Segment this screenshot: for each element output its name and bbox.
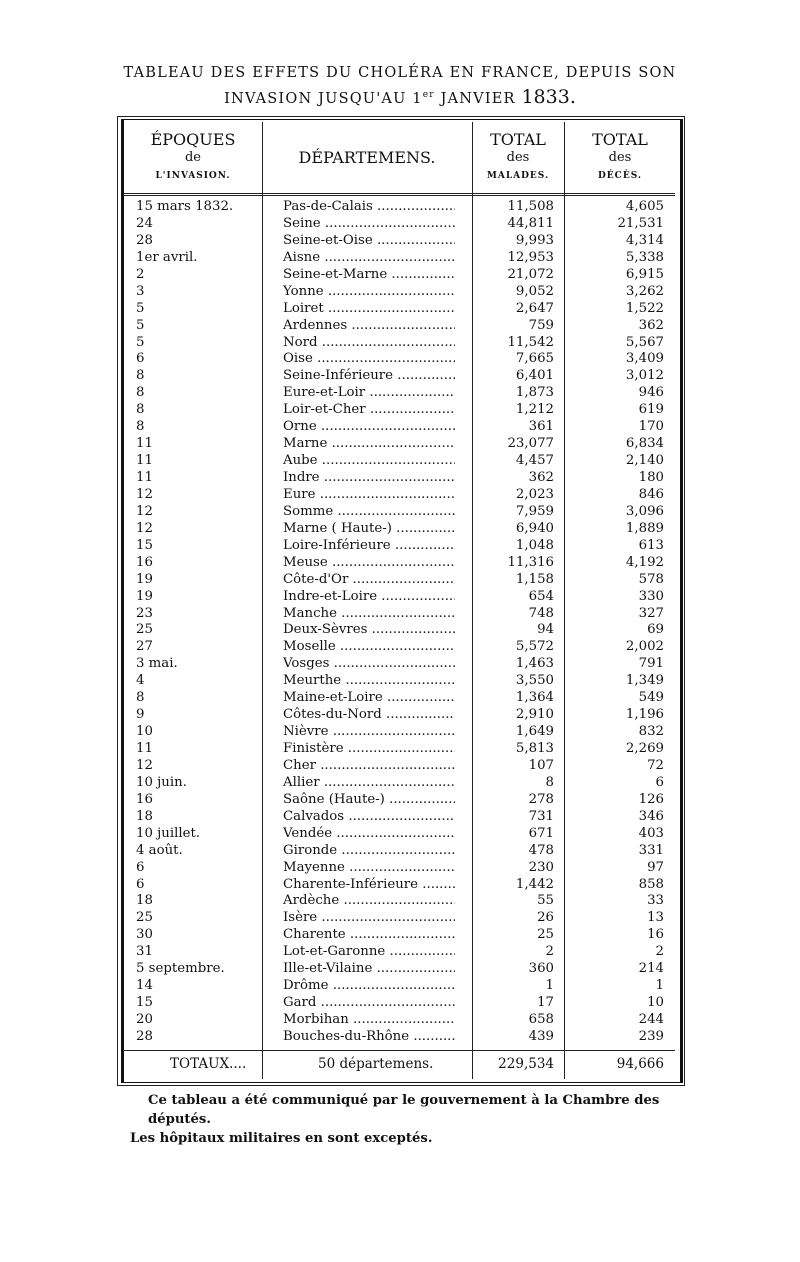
row-malades: 360: [528, 961, 554, 977]
row-deces: 10: [647, 995, 664, 1011]
row-date: 23: [136, 605, 153, 621]
footnote-line-2: Les hôpitaux militaires en sont exceptés.: [130, 1131, 433, 1146]
row-date: 19: [136, 571, 153, 587]
table-row: [0, 384, 800, 401]
table-row: [0, 215, 800, 232]
row-departement: Indre .....: [283, 469, 455, 486]
row-malades: 17: [537, 995, 554, 1011]
table-row: [0, 300, 800, 317]
row-departement: Morbihan .....: [283, 1011, 455, 1028]
row-departement: Mayenne .....: [283, 859, 455, 876]
table-row: [0, 452, 800, 469]
row-date: 12: [136, 486, 153, 502]
row-departement: Ille-et-Vilaine .....: [283, 960, 455, 977]
row-departement: Moselle .....: [283, 638, 455, 655]
row-deces: 2: [655, 944, 664, 960]
table-row: [0, 621, 800, 638]
row-departement: Saône (Haute-) .....: [283, 791, 455, 808]
table-row: [0, 943, 800, 960]
row-deces: 6,834: [625, 436, 664, 452]
row-date: 5 septembre.: [136, 961, 225, 977]
table-row: [0, 503, 800, 520]
header-malades-line-2: des: [506, 150, 530, 165]
row-date: 25: [136, 622, 153, 638]
row-date: 30: [136, 927, 153, 943]
table-row: [0, 401, 800, 418]
row-date: 9: [136, 707, 145, 723]
row-date: 18: [136, 893, 153, 909]
row-departement: Seine .....: [283, 215, 455, 232]
row-date: 24: [136, 215, 153, 231]
table-row: [0, 672, 800, 689]
row-date: 6: [136, 876, 145, 892]
table-row: [0, 266, 800, 283]
row-departement: Charente-Inférieure .....: [283, 876, 455, 893]
row-date: 12: [136, 520, 153, 536]
row-malades: 278: [528, 791, 554, 807]
row-date: 11: [136, 453, 153, 469]
title-year: 1833.: [521, 85, 576, 108]
table-row: [0, 249, 800, 266]
row-date: 11: [136, 741, 153, 756]
header-divider: [123, 193, 675, 194]
row-malades: 8: [545, 774, 554, 790]
title-line-1: TABLEAU DES EFFETS DU CHOLÉRA EN FRANCE, DEPUIS SON: [123, 65, 677, 81]
table-row: [0, 418, 800, 435]
row-deces: 1,522: [625, 300, 664, 316]
row-deces: 72: [647, 757, 664, 773]
row-malades: 1,442: [515, 876, 554, 892]
row-malades: 362: [528, 470, 554, 485]
row-departement: Côtes-du-Nord .....: [283, 706, 455, 723]
row-malades: 44,811: [507, 215, 554, 231]
row-departement: Deux-Sèvres .....: [283, 621, 455, 638]
totals-departements: 50 départemens.: [318, 1056, 434, 1072]
row-malades: 2,023: [515, 486, 554, 502]
row-deces: 69: [647, 622, 664, 638]
row-date: 28: [136, 1028, 153, 1044]
row-malades: 671: [528, 825, 554, 841]
page-title: [120, 62, 680, 110]
row-deces: 2,269: [625, 741, 664, 756]
row-malades: 5,813: [515, 741, 554, 756]
row-date: 5: [136, 317, 145, 333]
row-date: 4: [136, 673, 145, 689]
row-deces: 846: [638, 486, 664, 502]
row-departement: Orne .....: [283, 418, 455, 435]
row-malades: 1,463: [515, 656, 554, 672]
row-malades: 1,212: [515, 402, 554, 418]
header-departements: [264, 149, 470, 167]
row-deces: 97: [647, 859, 664, 875]
table-row: [0, 435, 800, 452]
table-row: [0, 486, 800, 503]
row-date: 8: [136, 385, 145, 401]
table-row: [0, 638, 800, 655]
row-deces: 330: [638, 588, 664, 604]
row-departement: Côte-d'Or .....: [283, 571, 455, 588]
row-departement: Meuse .....: [283, 554, 455, 571]
totals-malades: 229,534: [498, 1056, 554, 1072]
table-row: [0, 1011, 800, 1028]
row-malades: 9,052: [515, 283, 554, 299]
row-deces: 170: [638, 419, 664, 435]
row-deces: 1,349: [625, 673, 664, 689]
row-date: 5: [136, 334, 145, 350]
row-malades: 1,649: [515, 724, 554, 740]
row-malades: 1: [545, 978, 554, 994]
row-malades: 361: [528, 419, 554, 435]
header-epoques: [126, 131, 260, 185]
row-deces: 832: [638, 724, 664, 740]
table-row: [0, 994, 800, 1011]
title-line-2-prefix: INVASION JUSQU'AU 1: [224, 90, 423, 107]
table-body: [0, 198, 800, 1045]
row-malades: 94: [537, 622, 554, 638]
row-departement: Gironde .....: [283, 842, 455, 859]
row-deces: 21,531: [617, 215, 664, 231]
row-departement: Nièvre .....: [283, 723, 455, 740]
row-deces: 346: [638, 808, 664, 824]
row-departement: Maine-et-Loire .....: [283, 689, 455, 706]
row-date: 6: [136, 859, 145, 875]
row-deces: 5,567: [625, 334, 664, 350]
title-line-2-middle: JANVIER: [434, 90, 522, 107]
row-deces: 180: [638, 470, 664, 485]
table-row: [0, 808, 800, 825]
row-date: 8: [136, 419, 145, 435]
table-row: [0, 469, 800, 486]
table-row: [0, 554, 800, 571]
row-departement: Drôme .....: [283, 977, 455, 994]
row-deces: 1: [655, 978, 664, 994]
table-row: [0, 706, 800, 723]
header-deces-line-2: des: [608, 150, 632, 165]
row-departement: Eure-et-Loir .....: [283, 384, 455, 401]
table-row: [0, 605, 800, 622]
row-deces: 244: [638, 1012, 664, 1027]
row-departement: Indre-et-Loire .....: [283, 588, 455, 605]
table-row: [0, 571, 800, 588]
table-row: [0, 876, 800, 893]
row-departement: Loir-et-Cher .....: [283, 401, 455, 418]
totals-deces: 94,666: [616, 1056, 664, 1072]
row-malades: 12,953: [507, 249, 554, 265]
table-row: [0, 367, 800, 384]
row-malades: 2,647: [515, 300, 554, 316]
row-malades: 658: [528, 1012, 554, 1027]
row-departement: Aisne .....: [283, 249, 455, 266]
row-date: 10 juillet.: [136, 825, 201, 841]
row-malades: 11,542: [507, 334, 554, 350]
table-row: [0, 977, 800, 994]
table-row: [0, 232, 800, 249]
row-date: 4 août.: [136, 842, 183, 858]
row-deces: 619: [638, 402, 664, 418]
row-deces: 3,409: [625, 351, 664, 367]
row-deces: 331: [638, 842, 664, 858]
row-departement: Oise .....: [283, 350, 455, 367]
row-date: 27: [136, 639, 153, 655]
title-line-2: [120, 84, 680, 110]
row-departement: Cher .....: [283, 757, 455, 774]
row-malades: 2: [545, 944, 554, 960]
row-deces: 5,338: [625, 249, 664, 265]
row-departement: Aube .....: [283, 452, 455, 469]
totals-row: [0, 1052, 800, 1076]
row-departement: Nord .....: [283, 334, 455, 351]
row-deces: 1,889: [625, 520, 664, 536]
row-departement: Somme .....: [283, 503, 455, 520]
row-departement: Calvados .....: [283, 808, 455, 825]
row-malades: 21,072: [507, 266, 554, 282]
table-row: [0, 283, 800, 300]
row-departement: Meurthe .....: [283, 672, 455, 689]
row-date: 18: [136, 808, 153, 824]
row-date: 3: [136, 283, 145, 299]
row-deces: 239: [638, 1028, 664, 1044]
row-deces: 6: [655, 774, 664, 790]
row-date: 8: [136, 690, 145, 706]
row-deces: 613: [638, 537, 664, 553]
row-date: 12: [136, 503, 153, 519]
row-deces: 6,915: [625, 266, 664, 282]
row-deces: 858: [638, 876, 664, 892]
row-departement: Ardèche .....: [283, 892, 455, 909]
row-date: 3 mai.: [136, 656, 178, 672]
row-deces: 549: [638, 690, 664, 706]
row-deces: 4,314: [625, 232, 664, 248]
row-departement: Marne .....: [283, 435, 455, 452]
header-deces-line-1: TOTAL: [592, 130, 648, 149]
row-malades: 439: [528, 1028, 554, 1044]
row-deces: 362: [638, 317, 664, 333]
row-deces: 3,096: [625, 503, 664, 519]
row-date: 10: [136, 724, 153, 740]
table-row: [0, 588, 800, 605]
row-date: 1er avril.: [136, 249, 198, 265]
row-malades: 2,910: [515, 707, 554, 723]
row-malades: 23,077: [507, 436, 554, 452]
table-row: [0, 537, 800, 554]
table-row: [0, 723, 800, 740]
row-malades: 4,457: [515, 453, 554, 469]
row-malades: 1,364: [515, 690, 554, 706]
row-malades: 26: [537, 910, 554, 926]
row-malades: 11,316: [507, 554, 554, 570]
table-row: [0, 334, 800, 351]
table-row: [0, 825, 800, 842]
row-malades: 731: [528, 808, 554, 824]
row-departement: Pas-de-Calais .....: [283, 198, 455, 215]
row-deces: 3,012: [625, 368, 664, 384]
table-row: [0, 909, 800, 926]
row-malades: 1,873: [515, 385, 554, 401]
row-malades: 9,993: [515, 232, 554, 248]
row-deces: 13: [647, 910, 664, 926]
row-date: 16: [136, 554, 153, 570]
row-malades: 654: [528, 588, 554, 604]
row-date: 15: [136, 537, 153, 553]
row-date: 31: [136, 944, 153, 960]
row-malades: 1,158: [515, 571, 554, 587]
row-date: 5: [136, 300, 145, 316]
row-date: 28: [136, 232, 153, 248]
row-departement: Gard .....: [283, 994, 455, 1011]
row-malades: 748: [528, 605, 554, 621]
table-row: [0, 350, 800, 367]
row-date: 2: [136, 266, 145, 282]
row-deces: 1,196: [625, 707, 664, 723]
row-malades: 759: [528, 317, 554, 333]
row-deces: 578: [638, 571, 664, 587]
row-date: 19: [136, 588, 153, 604]
table-row: [0, 740, 800, 757]
table-row: [0, 317, 800, 334]
table-row: [0, 842, 800, 859]
footnote-line-1: Ce tableau a été communiqué par le gouvernement à la Chambre des députés.: [148, 1093, 660, 1127]
table-row: [0, 892, 800, 909]
row-deces: 4,192: [625, 554, 664, 570]
row-deces: 126: [638, 791, 664, 807]
table-row: [0, 757, 800, 774]
row-departement: Loiret .....: [283, 300, 455, 317]
table-row: [0, 774, 800, 791]
row-date: 14: [136, 978, 153, 994]
row-departement: Vendée .....: [283, 825, 455, 842]
row-date: 8: [136, 402, 145, 418]
row-departement: Finistère .....: [283, 740, 455, 757]
row-departement: Lot-et-Garonne .....: [283, 943, 455, 960]
row-malades: 55: [537, 893, 554, 909]
totals-divider: [123, 1050, 675, 1051]
row-malades: 7,959: [515, 503, 554, 519]
row-malades: 1,048: [515, 537, 554, 553]
row-deces: 3,262: [625, 283, 664, 299]
totals-label: TOTAUX....: [170, 1056, 247, 1072]
row-deces: 4,605: [625, 199, 664, 214]
row-deces: 16: [647, 927, 664, 943]
row-malades: 3,550: [515, 673, 554, 689]
row-malades: 478: [528, 842, 554, 858]
row-departement: Eure .....: [283, 486, 455, 503]
table-row: [0, 520, 800, 537]
row-deces: 327: [638, 605, 664, 621]
row-date: 11: [136, 470, 153, 485]
row-deces: 2,002: [625, 639, 664, 655]
table-row: [0, 655, 800, 672]
row-malades: 5,572: [515, 639, 554, 655]
row-date: 11: [136, 436, 153, 452]
row-departement: Manche .....: [283, 605, 455, 622]
row-date: 20: [136, 1012, 153, 1027]
row-deces: 403: [638, 825, 664, 841]
row-deces: 2,140: [625, 453, 664, 469]
header-departements-label: DÉPARTEMENS.: [298, 148, 436, 167]
title-superscript: er: [422, 90, 435, 100]
table-row: [0, 689, 800, 706]
table-row: [0, 791, 800, 808]
row-deces: 791: [638, 656, 664, 672]
row-departement: Yonne .....: [283, 283, 455, 300]
header-epoques-line-1: ÉPOQUES: [150, 130, 236, 149]
row-date: 10 juin.: [136, 774, 187, 790]
row-date: 16: [136, 791, 153, 807]
row-departement: Bouches-du-Rhône .....: [283, 1028, 455, 1045]
row-date: 8: [136, 368, 145, 384]
row-malades: 6,940: [515, 520, 554, 536]
header-malades: [474, 131, 562, 185]
table-row: [0, 1028, 800, 1045]
row-date: 6: [136, 351, 145, 367]
row-date: 25: [136, 910, 153, 926]
row-malades: 230: [528, 859, 554, 875]
row-departement: Loire-Inférieure .....: [283, 537, 455, 554]
row-departement: Vosges .....: [283, 655, 455, 672]
row-date: 12: [136, 757, 153, 773]
row-date: 15: [136, 995, 153, 1011]
row-malades: 107: [528, 757, 554, 773]
row-malades: 7,665: [515, 351, 554, 367]
table-row: [0, 960, 800, 977]
header-malades-line-3: MALADES.: [486, 171, 550, 181]
header-deces-line-3: DÉCÈS.: [598, 171, 642, 181]
header-deces: [566, 131, 674, 185]
row-malades: 25: [537, 927, 554, 943]
row-departement: Allier .....: [283, 774, 455, 791]
row-departement: Marne ( Haute-) .....: [283, 520, 455, 537]
table-row: [0, 198, 800, 215]
table-row: [0, 926, 800, 943]
row-departement: Ardennes .....: [283, 317, 455, 334]
row-departement: Seine-et-Oise .....: [283, 232, 455, 249]
row-deces: 33: [647, 893, 664, 909]
row-deces: 946: [638, 385, 664, 401]
row-malades: 11,508: [507, 199, 554, 214]
footnote: [130, 1091, 690, 1148]
header-epoques-line-3: L'INVASION.: [155, 171, 231, 181]
row-departement: Seine-et-Marne .....: [283, 266, 455, 283]
header-epoques-line-2: de: [184, 150, 201, 165]
header-malades-line-1: TOTAL: [490, 130, 546, 149]
row-departement: Seine-Inférieure .....: [283, 367, 455, 384]
row-departement: Isère .....: [283, 909, 455, 926]
row-malades: 6,401: [515, 368, 554, 384]
row-date: 15 mars 1832.: [136, 199, 234, 214]
table-row: [0, 859, 800, 876]
row-departement: Charente .....: [283, 926, 455, 943]
row-deces: 214: [638, 961, 664, 977]
header-divider-double: [123, 195, 675, 196]
